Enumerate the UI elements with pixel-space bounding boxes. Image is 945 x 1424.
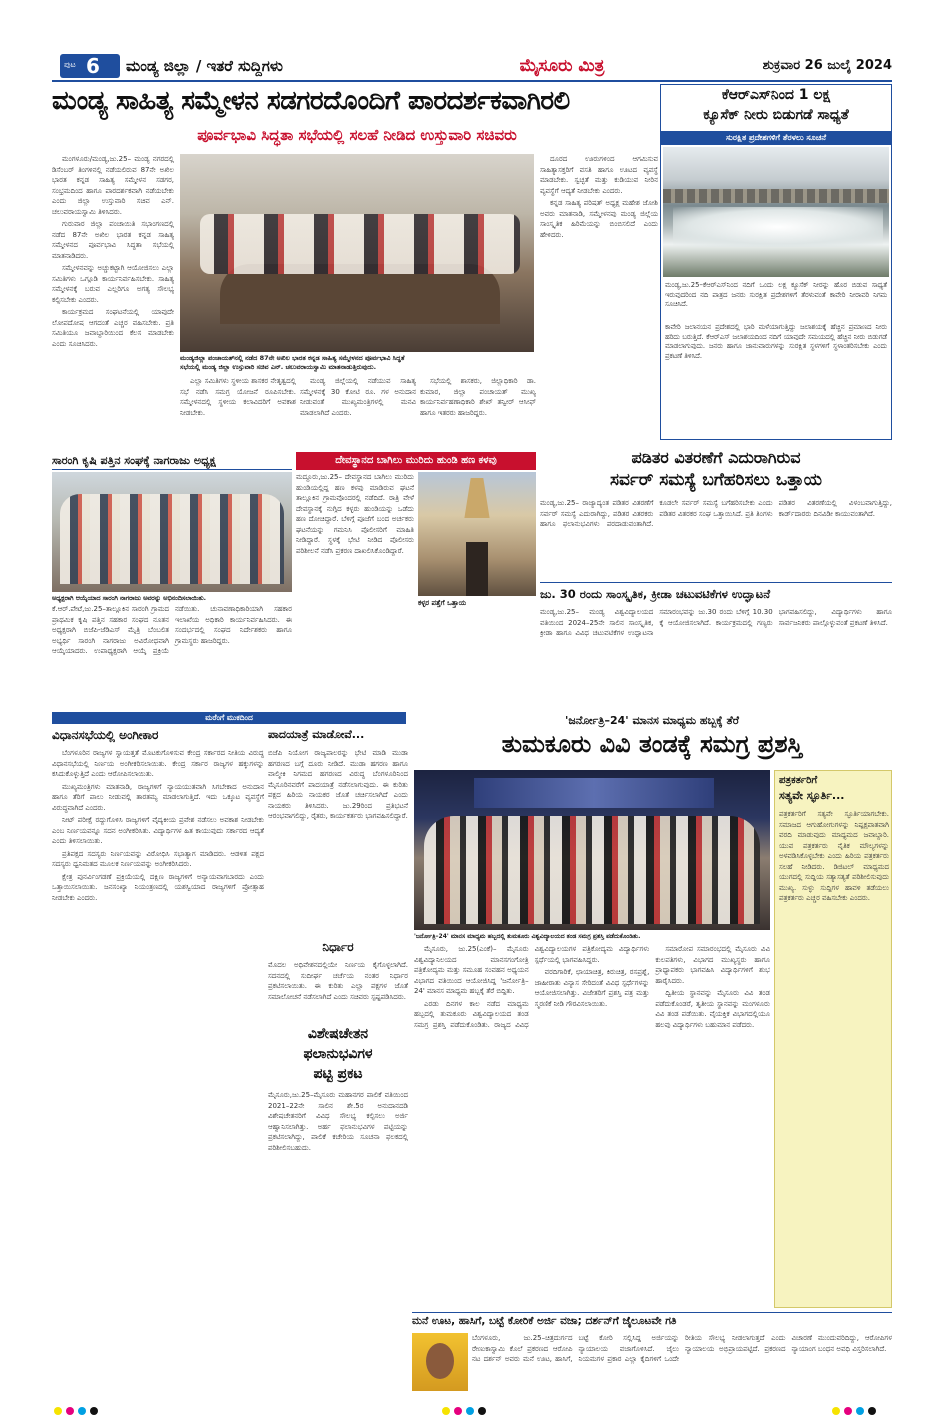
reg-dot	[90, 1407, 98, 1415]
registration-marks-left	[52, 1400, 112, 1410]
lead-column-3	[300, 376, 416, 452]
reg-dot	[856, 1407, 864, 1415]
darshan-body: ಬೆಂಗಳೂರು, ಜು.25–ಚಿತ್ರದುರ್ಗದ ರೇಣುಕಾಸ್ವಾಮಿ ಕೊಲೆ ಪ್ರಕರಣದ ಆರೋಪಿ ನಟ ದರ್ಶನ್ ಅವರು ಮನೆ ಊಟ, ಹಾಸಿಗೆ, ಬಟ್ಟೆ ಕೋರಿ ಸಲ್ಲಿಸಿದ್ದ ಅರ್ಜಿಯನ್ನು ನ್ಯಾಯಾಲಯ ವಜಾಗೊಳಿಸಿದೆ. ಜೈಲು ನಿಯಮಗಳ ಪ್ರಕಾರ ಎಲ್ಲಾ ಕೈದಿಗಳಿಗೆ ಒಂದೇ ರೀತಿಯ ಸೌಲಭ್ಯ ನೀಡಲಾಗುತ್ತದೆ ಎಂದು ನ್ಯಾಯಾಲಯ ಅಭಿಪ್ರಾಯಪಟ್ಟಿದೆ. ಪ್ರಕರಣದ ವಿಚಾರಣೆ ಮುಂದುವರಿದಿದ್ದು, ಆರೋಪಿಗಳ ನ್ಯಾಯಾಂಗ ಬಂಧನ ಅವಧಿ ವಿಸ್ತರಿಸಲಾಗಿದೆ.	[472, 1334, 892, 1363]
darshan-story	[412, 1312, 892, 1392]
tumkur-photo	[414, 770, 770, 930]
lead-para: ಮಂಗಳೂರು/ಮಂಡ್ಯ,ಜು.25– ಮಂಡ್ಯ ನಗರದಲ್ಲಿ ಡಿಸೆಂಬರ್ ತಿಂಗಳಿನಲ್ಲಿ ನಡೆಯಲಿರುವ 87ನೇ ಅಖಿಲ ಭಾರತ ಕನ್ನಡ ಸಾಹಿತ್ಯ ಸಮ್ಮೇಳನ ಸಡಗರ, ಸಂಭ್ರಮದಿಂದ ಹಾಗೂ ಪಾರದರ್ಶಕವಾಗಿ ನಡೆಯಬೇಕು ಎಂದು ಜಿಲ್ಲಾ ಉಸ್ತುವಾರಿ ಸಚಿವ ಎನ್. ಚಲುವರಾಯಸ್ವಾಮಿ ತಿಳಿಸಿದರು.	[52, 155, 174, 216]
vishesha-headline-1: ವಿಶೇಷಚೇತನ	[307, 1026, 369, 1042]
tumkur-para: ದ್ವಿತೀಯ ಸ್ಥಾನವನ್ನು ಮೈಸೂರು ವಿವಿ ತಂಡ ಪಡೆದುಕೊಂಡರೆ, ತೃತೀಯ ಸ್ಥಾನವನ್ನು ಮಂಗಳೂರು ವಿವಿ ತಂಡ ಪಡೆಯಿತು. ವೈಯಕ್ತಿಕ ವಿಭಾಗದಲ್ಲಿಯೂ ಹಲವು ವಿದ್ಯಾರ್ಥಿಗಳು ಬಹುಮಾನ ಪಡೆದರು.	[655, 989, 770, 1029]
krs-headline-1: ಕೆಆರ್‌ಎಸ್‌ನಿಂದ 1 ಲಕ್ಷ	[721, 87, 831, 103]
lead-para: ಮಂಡ್ಯ ಜಿಲ್ಲೆಯಲ್ಲಿ ನಡೆಯುವ ಸಾಹಿತ್ಯ ಸಮ್ಮೇಳನಕ್ಕೆ 30 ಕೋಟಿ ರೂ. ಗಳ ಅನುದಾನ ನೀಡುವಂತೆ ಮುಖ್ಯಮಂತ್ರಿಗಳಲ್ಲಿ ಮನವಿ ಮಾಡಲಾಗಿದೆ ಎಂದರು.	[300, 377, 416, 417]
padayatre-story	[268, 726, 408, 936]
ration-headline-1: ಪಡಿತರ ವಿತರಣೆಗೆ ಎದುರಾಗಿರುವ	[631, 448, 801, 467]
lead-para: ಸಭೆಯಲ್ಲಿ ಶಾಸಕರು, ಜಿಲ್ಲಾಧಿಕಾರಿ ಡಾ. ಕುಮಾರ, ಜಿಲ್ಲಾ ಪಂಚಾಯತ್ ಮುಖ್ಯ ಕಾರ್ಯನಿರ್ವಹಣಾಧಿಕಾರಿ ಶೇಖ್ ತನ್ವೀರ್ ಆಸೀಫ್ ಹಾಗೂ ಇತರರು ಹಾಜರಿದ್ದರು.	[420, 377, 536, 417]
page-number: 6	[86, 54, 100, 78]
attendee-figures	[200, 214, 520, 274]
paper-name: ಮೈಸೂರು ಮಿತ್ರ	[519, 56, 605, 76]
patrakartha-kicker: ಪತ್ರಕರ್ತರಿಗೆ	[779, 775, 818, 786]
assembly-para: ನೀಟ್ ಪರೀಕ್ಷೆ ರದ್ದುಗೊಳಿಸಿ ರಾಜ್ಯಗಳಿಗೆ ವೈದ್ಯಕೀಯ ಪ್ರವೇಶ ನಡೆಸಲು ಅವಕಾಶ ನೀಡಬೇಕು ಎಂಬ ನಿರ್ಣಯವನ್ನೂ ಸದನ ಅಂಗೀಕರಿಸಿತು. ವಿದ್ಯಾರ್ಥಿಗಳ ಹಿತ ಕಾಯುವುದು ಸರ್ಕಾರದ ಆದ್ಯತೆ ಎಂದು ತಿಳಿಸಲಾಯಿತು.	[52, 816, 264, 845]
assembly-para: ಪ್ರತಿಪಕ್ಷದ ಸದಸ್ಯರು ನಿರ್ಣಯವನ್ನು ವಿರೋಧಿಸಿ ಸಭಾತ್ಯಾಗ ಮಾಡಿದರು. ಆಡಳಿತ ಪಕ್ಷದ ಸದಸ್ಯರು ಧ್ವನಿಮತದ ಮೂಲಕ ನಿರ್ಣಯವನ್ನು ಅಂಗೀಕರಿಸಿದರು.	[52, 849, 264, 868]
group-people	[60, 494, 284, 584]
face	[426, 1343, 454, 1379]
darshan-headline: ಮನೆ ಊಟ, ಹಾಸಿಗೆ, ಬಟ್ಟೆ ಕೋರಿಕೆ ಅರ್ಜಿ ವಜಾ; ದರ್ಶನ್‌ಗೆ ಜೈಲೂಟವೇ ಗತಿ	[412, 1315, 677, 1327]
water-spill	[673, 207, 883, 247]
lead-photo-caption-2: ಸಭೆಯಲ್ಲಿ ಮಂಡ್ಯ ಜಿಲ್ಲಾ ಉಸ್ತುವಾರಿ ಸಚಿವ ಎನ್. ಚಲುವರಾಯಸ್ವಾಮಿ ಮಾತನಾಡುತ್ತಿರುವುದು.	[180, 363, 377, 371]
student-group	[424, 816, 760, 924]
dam-wall	[663, 189, 889, 203]
ration-headline-2: ಸರ್ವರ್ ಸಮಸ್ಯೆ ಬಗೆಹರಿಸಲು ಒತ್ತಾಯ	[610, 470, 822, 490]
lead-column-5	[540, 154, 658, 450]
assembly-para: ಮುಖ್ಯಮಂತ್ರಿಗಳು ಮಾತನಾಡಿ, ರಾಜ್ಯಗಳಿಗೆ ನ್ಯಾಯಯುತವಾಗಿ ಸಿಗಬೇಕಾದ ಅನುದಾನ ಹಾಗೂ ತೆರಿಗೆ ಪಾಲು ನೀಡುವಲ್ಲಿ ತಾರತಮ್ಯ ಮಾಡಲಾಗುತ್ತಿದೆ. ಇದು ಒಕ್ಕೂಟ ವ್ಯವಸ್ಥೆಗೆ ವಿರುದ್ಧವಾಗಿದೆ ಎಂದರು.	[52, 782, 264, 812]
assembly-headline: ವಿಧಾನಸಭೆಯಲ್ಲಿ ಅಂಗೀಕಾರ	[52, 728, 159, 742]
krs-dam-photo	[663, 147, 889, 277]
lead-subhead: ಪೂರ್ವಭಾವಿ ಸಿದ್ಧತಾ ಸಭೆಯಲ್ಲಿ ಸಲಹೆ ನೀಡಿದ ಉಸ್ತುವಾರಿ ಸಚಿವರು	[197, 126, 517, 144]
assembly-para: ಕ್ಷೇತ್ರ ಪುನರ್ವಿಂಗಡಣೆ ಪ್ರಕ್ರಿಯೆಯಲ್ಲಿ ದಕ್ಷಿಣ ರಾಜ್ಯಗಳಿಗೆ ಅನ್ಯಾಯವಾಗಬಾರದು ಎಂದು ಒತ್ತಾಯಿಸಲಾಯಿತು. ಜನಸಂಖ್ಯಾ ನಿಯಂತ್ರಣದಲ್ಲಿ ಯಶಸ್ವಿಯಾದ ರಾಜ್ಯಗಳಿಗೆ ಪ್ರೋತ್ಸಾಹ ನೀಡಬೇಕು ಎಂದರು.	[52, 872, 264, 902]
lead-story	[52, 84, 658, 452]
assembly-body	[52, 748, 264, 1388]
reg-dot	[442, 1407, 450, 1415]
page-label: ಪುಟ	[64, 60, 76, 69]
lead-photo	[180, 154, 534, 352]
lead-photo-caption: ಮಂಡ್ಯಜಿಲ್ಲಾ ಪಂಚಾಯತ್‌ನಲ್ಲಿ ನಡೆದ 87ನೇ ಅಖಿಲ ಭಾರತ ಕನ್ನಡ ಸಾಹಿತ್ಯ ಸಮ್ಮೇಳನದ ಪೂರ್ವಭಾವಿ ಸಿದ್ಧತೆ	[180, 354, 405, 362]
temple-sub: ಕಳ್ಳರ ಪತ್ತೆಗೆ ಒತ್ತಾಯ	[418, 599, 467, 607]
cultural-headline: ಜು. 30 ರಂದು ಸಾಂಸ್ಕೃತಿಕ, ಕ್ರೀಡಾ ಚಟುವಟಿಕೆಗಳ ಉದ್ಘಾಟನೆ	[540, 587, 771, 601]
krs-story	[660, 84, 892, 440]
vishesha-headline-2: ಫಲಾನುಭವಿಗಳ	[303, 1046, 373, 1062]
assembly-story	[52, 726, 264, 1390]
krs-caption: ಮಂಡ್ಯ,ಜು.25–ಕೆಆರ್‌ಎಸ್‌ನಿಂದ ನದಿಗೆ ಒಂದು ಲಕ್ಷ ಕ್ಯೂಸೆಕ್ ನೀರನ್ನು ಹೊರ ಬಿಡುವ ಸಾಧ್ಯತೆ ಇರುವುದರಿಂದ ನದಿ ಪಾತ್ರದ ಜನರು ಸುರಕ್ಷಿತ ಪ್ರದೇಶಗಳಿಗೆ ತೆರಳುವಂತೆ ಕಾವೇರಿ ನೀರಾವರಿ ನಿಗಮ ಸೂಚಿಸಿದೆ.	[665, 281, 887, 308]
padayatre-headline: ಪಾದಯಾತ್ರೆ ಮಾಡೋವೆ...	[268, 728, 365, 741]
sarangi-photo	[52, 472, 292, 592]
tumkur-headline: ತುಮಕೂರು ವಿವಿ ತಂಡಕ್ಕೆ ಸಮಗ್ರ ಪ್ರಶಸ್ತಿ	[501, 730, 803, 758]
issue-date: ಶುಕ್ರವಾರ 26 ಜುಲೈ 2024	[762, 58, 892, 73]
sarangi-caption: ಅಧ್ಯಕ್ಷರಾಗಿ ಆಯ್ಕೆಯಾದ ಸಾರಂಗಿ ನಾಗರಾಜು ಅವರನ್ನು ಅಭಿನಂದಿಸಲಾಯಿತು.	[52, 595, 207, 602]
tumkur-body	[414, 944, 770, 1308]
krs-body: ಕಾವೇರಿ ಜಲಾನಯನ ಪ್ರದೇಶದಲ್ಲಿ ಭಾರಿ ಮಳೆಯಾಗುತ್ತಿದ್ದು ಜಲಾಶಯಕ್ಕೆ ಹೆಚ್ಚಿನ ಪ್ರಮಾಣದ ನೀರು ಹರಿದು ಬರುತ್ತಿದೆ. ಕೆಆರ್‌ಎಸ್ ಜಲಾಶಯದಿಂದ ನದಿಗೆ ಯಾವುದೇ ಸಮಯದಲ್ಲಿ ಹೆಚ್ಚಿನ ನೀರು ಬಿಡುಗಡೆ ಮಾಡಲಾಗುವುದು. ಜನರು ಹಾಗೂ ಜಾನುವಾರುಗಳನ್ನು ಸುರಕ್ಷಿತ ಸ್ಥಳಗಳಿಗೆ ಸ್ಥಳಾಂತರಿಸಬೇಕು ಎಂದು ಪ್ರಕಟಣೆ ತಿಳಿಸಿದೆ.	[665, 323, 887, 360]
temple-tower	[456, 478, 498, 518]
page-number-badge	[60, 54, 120, 78]
reg-dot	[478, 1407, 486, 1415]
ration-body: ಮಂಡ್ಯ,ಜು.25– ರಾಜ್ಯಾದ್ಯಂತ ಪಡಿತರ ವಿತರಣೆಗೆ ಸರ್ವರ್ ಸಮಸ್ಯೆ ಎದುರಾಗಿದ್ದು, ಪಡಿತರ ವಿತರಕರು ಹಾಗೂ ಫಲಾನುಭವಿಗಳು ಪರದಾಡುವಂತಾಗಿದೆ. ಕೂಡಲೇ ಸರ್ವರ್ ಸಮಸ್ಯೆ ಬಗೆಹರಿಸಬೇಕು ಎಂದು ಪಡಿತರ ವಿತರಕರ ಸಂಘ ಒತ್ತಾಯಿಸಿದೆ. ಪ್ರತಿ ತಿಂಗಳು ಪಡಿತರ ವಿತರಣೆಯಲ್ಲಿ ವಿಳಂಬವಾಗುತ್ತಿದ್ದು, ಕಾರ್ಡ್‌ದಾರರು ದಿನವಿಡೀ ಕಾಯುವಂತಾಗಿದೆ.	[540, 499, 892, 528]
tumkur-para: ವರದಿಗಾರಿಕೆ, ಛಾಯಾಚಿತ್ರ, ಕಿರುಚಿತ್ರ, ರಸಪ್ರಶ್ನೆ, ಜಾಹೀರಾತು ವಿನ್ಯಾಸ ಸೇರಿದಂತೆ ವಿವಿಧ ಸ್ಪರ್ಧೆಗಳನ್ನು ಆಯೋಜಿಸಲಾಗಿತ್ತು. ವಿಜೇತರಿಗೆ ಪ್ರಶಸ್ತಿ ಪತ್ರ ಮತ್ತು ಸ್ಮರಣಿಕೆ ನೀಡಿ ಗೌರವಿಸಲಾಯಿತು.	[534, 968, 650, 1008]
lead-para: ದೂರದ ಊರುಗಳಿಂದ ಆಗಮಿಸುವ ಸಾಹಿತ್ಯಾಸಕ್ತರಿಗೆ ವಸತಿ ಹಾಗೂ ಊಟದ ವ್ಯವಸ್ಥೆ ಮಾಡಬೇಕು. ಸ್ವಚ್ಛತೆ ಮತ್ತು ಕುಡಿಯುವ ನೀರಿನ ವ್ಯವಸ್ಥೆಗೆ ಆದ್ಯತೆ ನೀಡಬೇಕು ಎಂದರು.	[540, 155, 658, 195]
cultural-story	[540, 582, 892, 708]
temple-photo	[418, 472, 536, 596]
nirdhara-story	[268, 940, 408, 1020]
reg-dot	[832, 1407, 840, 1415]
cultural-body: ಮಂಡ್ಯ,ಜು.25– ಮಂಡ್ಯ ವಿಶ್ವವಿದ್ಯಾಲಯದ ವತಿಯಿಂದ 2024–25ನೇ ಸಾಲಿನ ಸಾಂಸ್ಕೃತಿಕ, ಕ್ರೀಡಾ ಹಾಗೂ ವಿವಿಧ ಚಟುವಟಿಕೆಗಳ ಉದ್ಘಾಟನಾ ಸಮಾರಂಭವನ್ನು ಜು.30 ರಂದು ಬೆಳಿಗ್ಗೆ 10.30 ಕ್ಕೆ ಆಯೋಜಿಸಲಾಗಿದೆ. ಕಾರ್ಯಕ್ರಮದಲ್ಲಿ ಗಣ್ಯರು ಭಾಗವಹಿಸಲಿದ್ದು, ವಿದ್ಯಾರ್ಥಿಗಳು ಹಾಗೂ ಸಾರ್ವಜನಿಕರು ಪಾಲ್ಗೊಳ್ಳುವಂತೆ ಪ್ರಕಟಣೆ ತಿಳಿಸಿದೆ.	[540, 608, 892, 637]
tumkur-para: ಮೈಸೂರು, ಜು.25(ಎಂಕೆ)– ಮೈಸೂರು ವಿಶ್ವವಿದ್ಯಾನಿಲಯದ ಮಾನಸಗಂಗೋತ್ರಿ ಪತ್ರಿಕೋದ್ಯಮ ಮತ್ತು ಸಮೂಹ ಸಂವಹನ ಅಧ್ಯಯನ ವಿಭಾಗದ ವತಿಯಿಂದ ಆಯೋಜಿಸಿದ್ದ 'ಜರ್ನೋತ್ರಿ–24' ಮಾನಸ ಮಾಧ್ಯಮ ಹಬ್ಬಕ್ಕೆ ತೆರೆ ಬಿದ್ದಿತು.	[414, 945, 529, 995]
lead-headline: ಮಂಡ್ಯ ಸಾಹಿತ್ಯ ಸಮ್ಮೇಳನ ಸಡಗರದೊಂದಿಗೆ ಪಾರದರ್ಶಕವಾಗಿರಲಿ	[52, 86, 570, 116]
temple-body-2	[418, 612, 536, 708]
registration-marks-center	[440, 1400, 500, 1410]
reg-dot	[66, 1407, 74, 1415]
sarangi-headline: ಸಾರಂಗಿ ಕೃಷಿ ಪತ್ತಿನ ಸಂಘಕ್ಕೆ ನಾಗರಾಜು ಅಧ್ಯಕ್ಷ	[52, 452, 292, 470]
temple-door	[466, 542, 488, 596]
tumkur-para: ಸಮಾರೋಪ ಸಮಾರಂಭದಲ್ಲಿ ಮೈಸೂರು ವಿವಿ ಕುಲಪತಿಗಳು, ವಿಭಾಗದ ಮುಖ್ಯಸ್ಥರು ಹಾಗೂ ಪ್ರಾಧ್ಯಾಪಕರು ಭಾಗವಹಿಸಿ ವಿದ್ಯಾರ್ಥಿಗಳಿಗೆ ಶುಭ ಹಾರೈಸಿದರು.	[655, 945, 770, 985]
sarangi-body: ಕೆ.ಆರ್.ಪೇಟೆ,ಜು.25–ತಾಲ್ಲೂಕಿನ ಸಾರಂಗಿ ಗ್ರಾಮದ ಪ್ರಾಥಮಿಕ ಕೃಷಿ ಪತ್ತಿನ ಸಹಕಾರ ಸಂಘದ ನೂತನ ಅಧ್ಯಕ್ಷರಾಗಿ ಬಿಜೆಪಿ-ಜೆಡಿಎಸ್ ಮೈತ್ರಿ ಬೆಂಬಲಿತ ಅಭ್ಯರ್ಥಿ ಸಾರಂಗಿ ನಾಗರಾಜು ಅವಿರೋಧವಾಗಿ ಆಯ್ಕೆಯಾದರು. ಉಪಾಧ್ಯಕ್ಷರಾಗಿ ಆಯ್ಕೆ ಪ್ರಕ್ರಿಯೆ ನಡೆಯಿತು. ಚುನಾವಣಾಧಿಕಾರಿಯಾಗಿ ಸಹಕಾರ ಇಲಾಖೆಯ ಅಧಿಕಾರಿ ಕಾರ್ಯನಿರ್ವಹಿಸಿದರು. ಈ ಸಂದರ್ಭದಲ್ಲಿ ಸಂಘದ ನಿರ್ದೇಶಕರು ಹಾಗೂ ಗ್ರಾಮಸ್ಥರು ಹಾಜರಿದ್ದರು.	[52, 605, 292, 655]
tumkur-kicker: 'ಜರ್ನೋತ್ರಿ–24' ಮಾನಸ ಮಾಧ್ಯಮ ಹಬ್ಬಕ್ಕೆ ತೆರೆ	[564, 714, 739, 727]
reg-dot	[454, 1407, 462, 1415]
patrakartha-box	[774, 770, 892, 1308]
lead-para: ಸಮ್ಮೇಳನವನ್ನು ಅಚ್ಚುಕಟ್ಟಾಗಿ ಆಯೋಜಿಸಲು ಎಲ್ಲಾ ಸಮಿತಿಗಳು ಒಗ್ಗೂಡಿ ಕಾರ್ಯನಿರ್ವಹಿಸಬೇಕು. ಸಾಹಿತ್ಯ ಸಮ್ಮೇಳನಕ್ಕೆ ಬರುವ ಎಲ್ಲರಿಗೂ ಅಗತ್ಯ ಸೌಲಭ್ಯ ಕಲ್ಪಿಸಬೇಕು ಎಂದರು.	[52, 264, 174, 304]
ration-story	[540, 448, 892, 578]
tumkur-story	[412, 712, 892, 1310]
lead-column-1	[52, 154, 174, 450]
lead-column-4	[420, 376, 536, 452]
darshan-photo	[412, 1333, 468, 1391]
patrakartha-headline: ಸತ್ಯವೇ ಸ್ಫೂರ್ತಿ...	[779, 789, 845, 802]
reg-dot	[844, 1407, 852, 1415]
assembly-para: ಬೆಂಗಳೂರಿನ ರಾಜ್ಯಗಳ ಸ್ವಾಯತ್ತತೆ ಮೊಟಕುಗೊಳಿಸುವ ಕೇಂದ್ರ ಸರ್ಕಾರದ ನೀತಿಯ ವಿರುದ್ಧ ವಿಧಾನಸಭೆಯಲ್ಲಿ ನಿರ್ಣಯ ಅಂಗೀಕರಿಸಲಾಯಿತು. ಕೇಂದ್ರ ಸರ್ಕಾರ ರಾಜ್ಯಗಳ ಹಕ್ಕುಗಳನ್ನು ಕಸಿದುಕೊಳ್ಳುತ್ತಿದೆ ಎಂದು ಆರೋಪಿಸಲಾಯಿತು.	[52, 749, 264, 778]
patrakartha-body: ಪತ್ರಕರ್ತರಿಗೆ ಸತ್ಯವೇ ಸ್ಫೂರ್ತಿಯಾಗಬೇಕು. ಸಮಾಜದ ಆಗುಹೋಗುಗಳನ್ನು ನಿಷ್ಪಕ್ಷಪಾತವಾಗಿ ವರದಿ ಮಾಡುವುದು ಮಾಧ್ಯಮದ ಜವಾಬ್ದಾರಿ. ಯುವ ಪತ್ರಕರ್ತರು ನೈತಿಕ ಮೌಲ್ಯಗಳನ್ನು ಅಳವಡಿಸಿಕೊಳ್ಳಬೇಕು ಎಂದು ಹಿರಿಯ ಪತ್ರಕರ್ತರು ಸಲಹೆ ನೀಡಿದರು. ಡಿಜಿಟಲ್ ಮಾಧ್ಯಮದ ಯುಗದಲ್ಲಿ ಸುದ್ದಿಯ ಸತ್ಯಾಸತ್ಯತೆ ಪರಿಶೀಲಿಸುವುದು ಮುಖ್ಯ. ಸುಳ್ಳು ಸುದ್ದಿಗಳ ಹಾವಳಿ ತಡೆಯಲು ಪತ್ರಕರ್ತರು ಎಚ್ಚರ ವಹಿಸಬೇಕು ಎಂದರು.	[779, 810, 889, 902]
lead-para: ಗುರುವಾರ ಜಿಲ್ಲಾ ಪಂಚಾಯಿತಿ ಸಭಾಂಗಣದಲ್ಲಿ ನಡೆದ 87ನೇ ಅಖಿಲ ಭಾರತ ಕನ್ನಡ ಸಾಹಿತ್ಯ ಸಮ್ಮೇಳನದ ಪೂರ್ವಭಾವಿ ಸಿದ್ಧತಾ ಸಭೆಯಲ್ಲಿ ಮಾತನಾಡಿದರು.	[52, 220, 174, 260]
vishesha-story	[268, 1024, 408, 1390]
reg-dot	[868, 1407, 876, 1415]
padayatre-body: ಬಿಜೆಪಿ ನಿಯೋಗ ರಾಜ್ಯಪಾಲರನ್ನು ಭೇಟಿ ಮಾಡಿ ಮುಡಾ ಹಗರಣದ ಬಗ್ಗೆ ದೂರು ನೀಡಿದೆ. ಮುಡಾ ಹಗರಣ ಹಾಗೂ ವಾಲ್ಮೀಕಿ ನಿಗಮದ ಹಗರಣದ ವಿರುದ್ಧ ಬೆಂಗಳೂರಿನಿಂದ ಮೈಸೂರಿನವರೆಗೆ ಪಾದಯಾತ್ರೆ ನಡೆಸಲಾಗುವುದು. ಈ ಕುರಿತು ಪಕ್ಷದ ಹಿರಿಯ ನಾಯಕರ ಜೊತೆ ಚರ್ಚಿಸಲಾಗಿದೆ ಎಂದು ನಾಯಕರು ತಿಳಿಸಿದರು. ಜು.29ರಿಂದ ಪ್ರತಿಭಟನೆ ಆರಂಭವಾಗಲಿದ್ದು, ರೈತರು, ಕಾರ್ಯಕರ್ತರು ಭಾಗವಹಿಸಲಿದ್ದಾರೆ.	[268, 749, 408, 820]
lead-para: ಎಲ್ಲಾ ಸಮಿತಿಗಳು ಸ್ಥಳೀಯ ಶಾಸಕರ ನೇತೃತ್ವದಲ್ಲಿ ಸಭೆ ನಡೆಸಿ ಸಮಗ್ರ ಯೋಜನೆ ರೂಪಿಸಬೇಕು. ಸಮ್ಮೇಳನದಲ್ಲಿ ಸ್ಥಳೀಯ ಕಲಾವಿದರಿಗೆ ಅವಕಾಶ ನೀಡಬೇಕು.	[180, 377, 296, 417]
nirdhara-headline: ನಿರ್ಧಾರ	[322, 940, 354, 954]
tumkur-photo-caption: 'ಜರ್ನೋತ್ರಿ–24' ಮಾನಸ ಮಾಧ್ಯಮ ಹಬ್ಬದಲ್ಲಿ ತುಮಕೂರು ವಿಶ್ವವಿದ್ಯಾಲಯದ ತಂಡ ಸಮಗ್ರ ಪ್ರಶಸ್ತಿ ಪಡೆದುಕೊಂಡಿತು.	[414, 933, 641, 940]
marenge-banner: ಮರೆಂಗೆ ಮುಕದಿಂದ	[52, 712, 406, 724]
vishesha-body: ಮೈಸೂರು,ಜು.25–ಮೈಸೂರು ಮಹಾನಗರ ಪಾಲಿಕೆ ವತಿಯಿಂದ 2021–22ನೇ ಸಾಲಿನ ಶೇ.5ರ ಅನುದಾನದಡಿ ವಿಶೇಷಚೇತನರಿಗೆ ವಿವಿಧ ಸೌಲಭ್ಯ ಕಲ್ಪಿಸಲು ಅರ್ಜಿ ಆಹ್ವಾನಿಸಲಾಗಿತ್ತು. ಅರ್ಹ ಫಲಾನುಭವಿಗಳ ಪಟ್ಟಿಯನ್ನು ಪ್ರಕಟಿಸಲಾಗಿದ್ದು, ಪಾಲಿಕೆ ಕಚೇರಿಯ ಸೂಚನಾ ಫಲಕದಲ್ಲಿ ಪರಿಶೀಲಿಸಬಹುದು.	[268, 1091, 408, 1152]
masthead	[52, 52, 892, 82]
section-title: ಮಂಡ್ಯ ಜಿಲ್ಲಾ / ಇತರೆ ಸುದ್ದಿಗಳು	[126, 57, 283, 75]
lead-para: ಕನ್ನಡ ಸಾಹಿತ್ಯ ಪರಿಷತ್ ಅಧ್ಯಕ್ಷ ಮಹೇಶ ಜೋಶಿ ಅವರು ಮಾತನಾಡಿ, ಸಮ್ಮೇಳನವು ಮಂಡ್ಯ ಜಿಲ್ಲೆಯ ಸಾಂಸ್ಕೃತಿಕ ಹಿರಿಮೆಯನ್ನು ಬಿಂಬಿಸಲಿದೆ ಎಂದು ಹೇಳಿದರು.	[540, 199, 658, 239]
krs-banner: ಸುರಕ್ಷಿತ ಪ್ರದೇಶಗಳಿಗೆ ತೆರಳಲು ಸೂಚನೆ	[661, 131, 891, 145]
registration-marks-right	[830, 1400, 890, 1410]
reg-dot	[466, 1407, 474, 1415]
lead-para: ಕಾರ್ಯಕ್ರಮದ ಸಂಘಟನೆಯಲ್ಲಿ ಯಾವುದೇ ಲೋಪದೋಷ ಆಗದಂತೆ ಎಚ್ಚರ ವಹಿಸಬೇಕು. ಪ್ರತಿ ಸಮಿತಿಯೂ ಜವಾಬ್ದಾರಿಯಿಂದ ಕೆಲಸ ಮಾಡಬೇಕು ಎಂದು ಸೂಚಿಸಿದರು.	[52, 308, 174, 348]
temple-body: ಮದ್ದೂರು,ಜು.25– ದೇವಸ್ಥಾನದ ಬಾಗಿಲು ಮುರಿದು ಹುಂಡಿಯಲ್ಲಿದ್ದ ಹಣ ಕಳವು ಮಾಡಿರುವ ಘಟನೆ ತಾಲ್ಲೂಕಿನ ಗ್ರಾಮವೊಂದರಲ್ಲಿ ನಡೆದಿದೆ. ರಾತ್ರಿ ವೇಳೆ ದೇವಸ್ಥಾನಕ್ಕೆ ನುಗ್ಗಿದ ಕಳ್ಳರು ಹುಂಡಿಯನ್ನು ಒಡೆದು ಹಣ ದೋಚಿದ್ದಾರೆ. ಬೆಳಿಗ್ಗೆ ಪೂಜೆಗೆ ಬಂದ ಅರ್ಚಕರು ಘಟನೆಯನ್ನು ಗಮನಿಸಿ ಪೊಲೀಸರಿಗೆ ಮಾಹಿತಿ ನೀಡಿದ್ದಾರೆ. ಸ್ಥಳಕ್ಕೆ ಭೇಟಿ ನೀಡಿದ ಪೊಲೀಸರು ಪರಿಶೀಲನೆ ನಡೆಸಿ ಪ್ರಕರಣ ದಾಖಲಿಸಿಕೊಂಡಿದ್ದಾರೆ.	[296, 473, 414, 555]
lead-column-2	[180, 376, 296, 452]
nirdhara-body: ಮೊದಲ ಅಧಿವೇಶನದಲ್ಲಿಯೇ ನಿರ್ಣಯ ಕೈಗೊಳ್ಳಲಾಗಿದೆ. ಸದನದಲ್ಲಿ ಸುದೀರ್ಘ ಚರ್ಚೆಯ ನಂತರ ನಿರ್ಧಾರ ಪ್ರಕಟಿಸಲಾಯಿತು. ಈ ಕುರಿತು ಎಲ್ಲಾ ಪಕ್ಷಗಳ ಜೊತೆ ಸಮಾಲೋಚನೆ ನಡೆಸಲಾಗಿದೆ ಎಂದು ಸಚಿವರು ಸ್ಪಷ್ಟಪಡಿಸಿದರು.	[268, 961, 408, 1001]
vishesha-headline-3: ಪಟ್ಟಿ ಪ್ರಕಟ	[313, 1066, 363, 1082]
reg-dot	[78, 1407, 86, 1415]
krs-headline-2: ಕ್ಯೂಸೆಕ್ ನೀರು ಬಿಡುಗಡೆ ಸಾಧ್ಯತೆ	[703, 107, 849, 123]
stage-banner	[474, 778, 714, 808]
temple-headline: ದೇವಸ್ಥಾನದ ಬಾಗಿಲು ಮುರಿದು ಹುಂಡಿ ಹಣ ಕಳವು	[296, 452, 536, 470]
tumkur-para: ಎರಡು ದಿನಗಳ ಕಾಲ ನಡೆದ ಮಾಧ್ಯಮ ಹಬ್ಬದಲ್ಲಿ ತುಮಕೂರು ವಿಶ್ವವಿದ್ಯಾಲಯದ ತಂಡ ಸಮಗ್ರ ಪ್ರಶಸ್ತಿ ಪಡೆದುಕೊಂಡಿತು. ರಾಜ್ಯದ ವಿವಿಧ ವಿಶ್ವವಿದ್ಯಾಲಯಗಳ ಪತ್ರಿಕೋದ್ಯಮ ವಿದ್ಯಾರ್ಥಿಗಳು ಸ್ಪರ್ಧೆಯಲ್ಲಿ ಭಾಗವಹಿಸಿದ್ದರು.	[414, 945, 650, 1029]
reg-dot	[54, 1407, 62, 1415]
